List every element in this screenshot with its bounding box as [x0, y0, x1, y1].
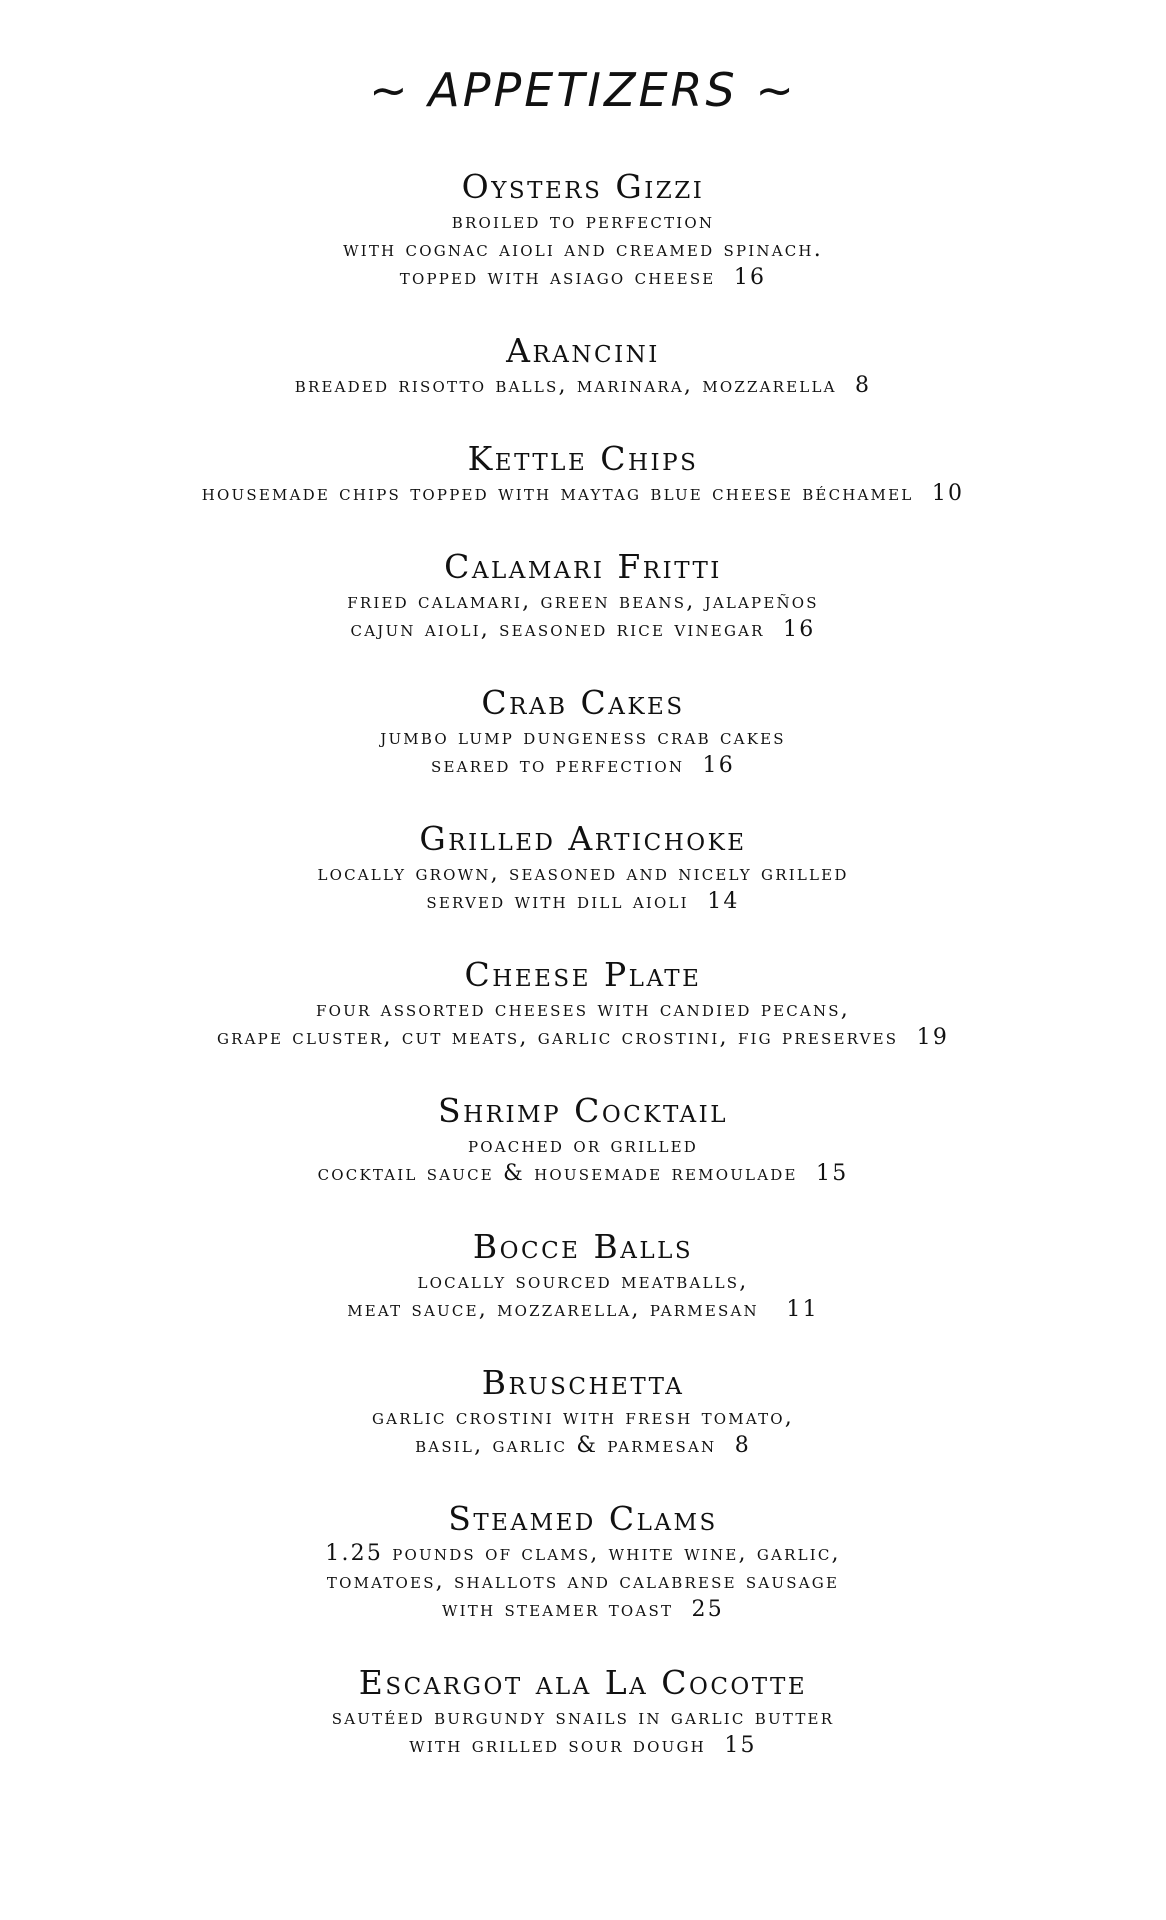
- description-line: broiled to perfection: [451, 209, 715, 234]
- description-line: four assorted cheeses with candied pecans,: [316, 997, 850, 1022]
- item-description: [0, 480, 1166, 508]
- description-line: with cognac aioli and creamed spinach.: [343, 237, 823, 262]
- item-name: Steamed Clams: [448, 1499, 718, 1538]
- item-name: Grilled Artichoke: [419, 819, 747, 858]
- description-line: basil, garlic & parmesan 8: [415, 1433, 751, 1458]
- menu-item-steamed-clams: [0, 1498, 1166, 1624]
- description-line: seared to perfection 16: [431, 753, 735, 778]
- menu-item-grilled-artichoke: [0, 818, 1166, 916]
- item-description: [0, 1268, 1166, 1324]
- item-description: [0, 1704, 1166, 1760]
- description-line: 1.25 pounds of clams, white wine, garlic,: [325, 1541, 841, 1566]
- item-name: Escargot ala La Cocotte: [358, 1663, 808, 1702]
- menu-item-calamari-fritti: [0, 546, 1166, 644]
- item-description: [0, 996, 1166, 1052]
- description-line: cocktail sauce & housemade remoulade 15: [317, 1161, 849, 1186]
- description-line: tomatoes, shallots and calabrese sausage: [326, 1569, 840, 1594]
- description-line: locally sourced meatballs,: [417, 1269, 749, 1294]
- item-name: Calamari Fritti: [444, 547, 722, 586]
- description-line: jumbo lump dungeness crab cakes: [380, 725, 786, 750]
- menu-item-arancini: [0, 330, 1166, 400]
- description-line: locally grown, seasoned and nicely grilled: [317, 861, 849, 886]
- description-line: grape cluster, cut meats, garlic crostini, fig preserves 19: [216, 1025, 950, 1050]
- item-name: Cheese Plate: [464, 955, 702, 994]
- item-name: Kettle Chips: [467, 439, 699, 478]
- item-name: Arancini: [506, 331, 660, 370]
- description-line: housemade chips topped with maytag blue cheese béchamel 10: [201, 481, 965, 506]
- description-line: breaded risotto balls, marinara, mozzarella 8: [294, 373, 872, 398]
- description-line: poached or grilled: [467, 1133, 699, 1158]
- description-line: with steamer toast 25: [442, 1597, 724, 1622]
- item-description: [0, 724, 1166, 780]
- menu-item-kettle-chips: [0, 438, 1166, 508]
- item-description: [0, 372, 1166, 400]
- item-name: Bocce Balls: [472, 1227, 694, 1266]
- description-line: fried calamari, green beans, jalapeños: [347, 589, 819, 614]
- item-description: [0, 1132, 1166, 1188]
- item-name: Shrimp Cocktail: [437, 1091, 729, 1130]
- item-name: Bruschetta: [481, 1363, 685, 1402]
- description-line: meat sauce, mozzarella, parmesan 11: [347, 1297, 819, 1322]
- menu-item-crab-cakes: [0, 682, 1166, 780]
- appetizer-list: [0, 166, 1166, 1798]
- item-name: Crab Cakes: [481, 683, 685, 722]
- description-line: topped with asiago cheese 16: [399, 265, 767, 290]
- menu-item-shrimp-cocktail: [0, 1090, 1166, 1188]
- item-description: [0, 1540, 1166, 1624]
- description-line: served with dill aioli 14: [426, 889, 740, 914]
- description-line: garlic crostini with fresh tomato,: [372, 1405, 794, 1430]
- item-description: [0, 208, 1166, 292]
- menu-item-bruschetta: [0, 1362, 1166, 1460]
- description-line: cajun aioli, seasoned rice vinegar 16: [350, 617, 816, 642]
- menu-item-oysters-gizzi: [0, 166, 1166, 292]
- menu-title: ~ APPETIZERS ~: [369, 63, 797, 117]
- item-description: [0, 860, 1166, 916]
- item-description: [0, 1404, 1166, 1460]
- menu-item-bocce-balls: [0, 1226, 1166, 1324]
- item-name: Oysters Gizzi: [461, 167, 705, 206]
- menu-item-escargot: [0, 1662, 1166, 1760]
- description-line: with grilled sour dough 15: [409, 1733, 757, 1758]
- description-line: sautéed burgundy snails in garlic butter: [331, 1705, 835, 1730]
- item-description: [0, 588, 1166, 644]
- menu-item-cheese-plate: [0, 954, 1166, 1052]
